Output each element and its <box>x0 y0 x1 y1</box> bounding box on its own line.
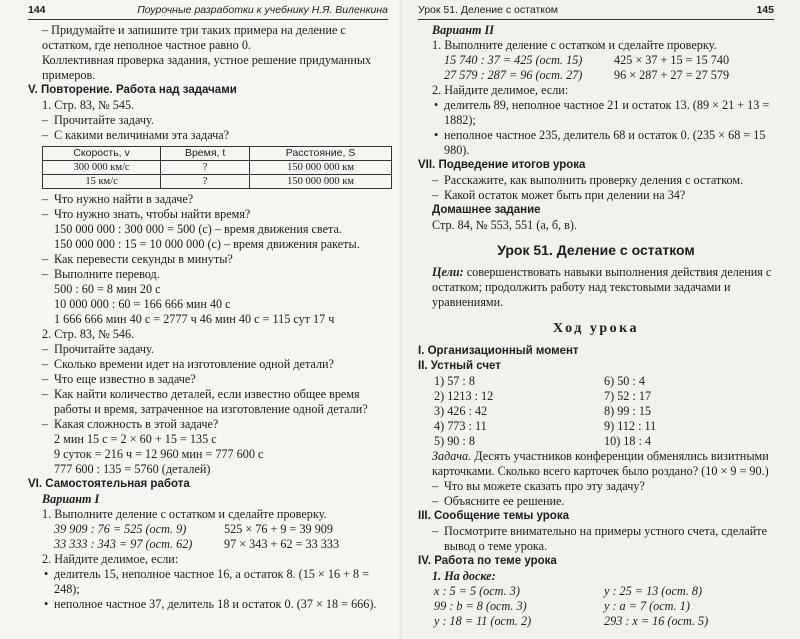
answer-row <box>418 68 774 83</box>
question: – С какими величинами эта задача? <box>28 128 388 143</box>
oral-exercises <box>418 374 774 449</box>
page-number: 144 <box>28 4 46 16</box>
answer-row <box>28 522 388 537</box>
answer-division: 15 740 : 37 = 425 (ост. 15) <box>444 53 583 67</box>
task-text: Десять участников конференции обменялись визитными карточками. Сколько всего карточек было роздано? (10 × 9 = 90.) <box>432 449 769 478</box>
task-ref: 1. Стр. 83, № 545. <box>42 98 135 112</box>
task-ref: 1. Выполните деление с остатком и сделайте проверку. <box>432 38 717 52</box>
running-head: Урок 51. Деление с остатком <box>418 4 559 16</box>
question: – Расскажите, как выполнить проверку деления с остатком. <box>418 173 774 188</box>
question: – Выполните перевод. <box>28 267 388 282</box>
task-ref: 2. Стр. 83, № 546. <box>42 327 135 341</box>
table-row <box>43 175 392 189</box>
question: – Что нужно знать, чтобы найти время? <box>28 207 388 222</box>
table-cell: ? <box>161 161 250 175</box>
task-ref: 2. Найдите делимое, если: <box>432 83 569 97</box>
board-label: 1. На доске: <box>432 569 496 583</box>
question: – Что еще известно в задаче? <box>28 372 388 387</box>
equation: y : a = 7 (ост. 1) <box>604 599 690 613</box>
question: – Какой остаток может быть при делении на 34? <box>418 188 774 203</box>
equation: 293 : x = 16 (ост. 5) <box>604 614 709 628</box>
question: – Какая сложность в этой задаче? <box>28 417 388 432</box>
table-cell: ? <box>161 175 250 189</box>
answer-division: 33 333 : 343 = 97 (ост. 62) <box>54 537 193 551</box>
calc-line: 777 600 : 135 = 5760 (деталей) <box>54 462 211 476</box>
left-page-header <box>28 4 388 20</box>
table-cell: 15 км/с <box>43 175 161 189</box>
exercise: 2) 1213 : 12 <box>434 389 494 403</box>
question: – Объясните ее решение. <box>418 494 774 509</box>
right-page <box>402 0 800 639</box>
exercise: 7) 52 : 17 <box>604 389 652 403</box>
page-number: 145 <box>756 4 774 16</box>
homework-title: Домашнее задание <box>432 204 541 216</box>
question: – Что нужно найти в задаче? <box>28 192 388 207</box>
speed-table <box>42 146 392 189</box>
question: – Как найти количество деталей, если известно общее время работы и время, затраченное на изготовление одной детали? <box>28 387 388 417</box>
bullet-item: • делитель 89, неполное частное 21 и остаток 13. (89 × 21 + 13 = 1882); <box>418 98 774 128</box>
equation: x : 5 = 5 (ост. 3) <box>434 584 520 598</box>
calc-line: 150 000 000 : 15 = 10 000 000 (с) – время движения ракеты. <box>54 237 360 251</box>
exercise: 1) 57 : 8 <box>434 374 475 388</box>
section-title: III. Сообщение темы урока <box>418 510 569 522</box>
calc-line: 10 000 000 : 60 = 166 666 мин 40 с <box>54 297 231 311</box>
intro-line: – Придумайте и запишите три таких примера на деление с остатком, где неполное частное равно 0. <box>42 23 346 52</box>
question: – Прочитайте задачу. <box>28 342 388 357</box>
lesson-goal <box>418 265 774 310</box>
goal-text: совершенствовать навыки выполнения действия деления с остатком; продолжить работу над текстовыми задачами и уравнениями. <box>432 265 772 309</box>
table-cell: 150 000 000 км <box>250 161 392 175</box>
task-ref: 2. Найдите делимое, если: <box>42 552 179 566</box>
answer-check: 425 × 37 + 15 = 15 740 <box>614 53 730 67</box>
answer-check: 97 × 343 + 62 = 33 333 <box>224 537 340 551</box>
table-row <box>43 161 392 175</box>
exercise: 9) 112 : 11 <box>604 419 657 433</box>
section-title: VI. Самостоятельная работа <box>28 478 190 490</box>
exercise: 3) 426 : 42 <box>434 404 488 418</box>
section-title: II. Устный счет <box>418 360 501 372</box>
answer-division: 27 579 : 287 = 96 (ост. 27) <box>444 68 583 82</box>
right-page-header <box>418 4 774 20</box>
answer-check: 96 × 287 + 27 = 27 579 <box>614 68 730 82</box>
answer-row <box>418 53 774 68</box>
section-title: VII. Подведение итогов урока <box>418 159 586 171</box>
goal-label: Цели: <box>432 265 464 279</box>
bullet-item: • неполное частное 235, делитель 68 и остаток 0. (235 × 68 = 15 980). <box>418 128 774 158</box>
calc-line: 2 мин 15 с = 2 × 60 + 15 = 135 с <box>54 432 217 446</box>
table-header: Расстояние, S <box>250 147 392 161</box>
exercise: 8) 99 : 15 <box>604 404 652 418</box>
calc-line: 1 666 666 мин 40 с = 2777 ч 46 мин 40 с = 115 сут 17 ч <box>54 312 335 326</box>
equation: 99 : b = 8 (ост. 3) <box>434 599 527 613</box>
intro-line: Коллективная проверка задания, устное решение придуманных примеров. <box>42 53 372 82</box>
calc-line: 150 000 000 : 300 000 = 500 (с) – время движения света. <box>54 222 342 236</box>
variant-title: Вариант II <box>432 23 494 37</box>
exercise: 5) 90 : 8 <box>434 434 475 448</box>
equation: y : 25 = 13 (ост. 8) <box>604 584 703 598</box>
lesson-flow-title: Ход урока <box>553 321 639 336</box>
board-equations <box>418 584 774 629</box>
question: – Прочитайте задачу. <box>28 113 388 128</box>
running-head: Поурочные разработки к учебнику Н.Я. Виленкина <box>137 4 388 16</box>
table-cell: 150 000 000 км <box>250 175 392 189</box>
section-title: I. Организационный момент <box>418 345 579 357</box>
question: – Посмотрите внимательно на примеры устного счета, сделайте вывод о теме урока. <box>418 524 774 554</box>
bullet-item: • неполное частное 37, делитель 18 и остаток 0. (37 × 18 = 666). <box>28 597 388 612</box>
table-header: Время, t <box>161 147 250 161</box>
task-paragraph <box>418 449 774 479</box>
answer-division: 39 909 : 76 = 525 (ост. 9) <box>54 522 187 536</box>
exercise: 10) 18 : 4 <box>604 434 652 448</box>
section-title: V. Повторение. Работа над задачами <box>28 84 237 96</box>
exercise: 6) 50 : 4 <box>604 374 645 388</box>
question: – Что вы можете сказать про эту задачу? <box>418 479 774 494</box>
lesson-title: Урок 51. Деление с остатком <box>497 242 695 258</box>
question: – Сколько времени идет на изготовление одной детали? <box>28 357 388 372</box>
question: – Как перевести секунды в минуты? <box>28 252 388 267</box>
answer-check: 525 × 76 + 9 = 39 909 <box>224 522 333 536</box>
bullet-item: • делитель 15, неполное частное 16, а остаток 8. (15 × 16 + 8 = 248); <box>28 567 388 597</box>
homework-text: Стр. 84, № 553, 551 (а, б, в). <box>432 218 578 232</box>
exercise: 4) 773 : 11 <box>434 419 487 433</box>
variant-title: Вариант I <box>42 492 100 506</box>
answer-row <box>28 537 388 552</box>
equation: y : 18 = 11 (ост. 2) <box>434 614 532 628</box>
section-title: IV. Работа по теме урока <box>418 555 557 567</box>
task-label: Задача. <box>432 449 472 463</box>
calc-line: 9 суток = 216 ч = 12 960 мин = 777 600 с <box>54 447 264 461</box>
task-ref: 1. Выполните деление с остатком и сделайте проверку. <box>42 507 327 521</box>
table-header: Скорость, v <box>43 147 161 161</box>
calc-line: 500 : 60 = 8 мин 20 с <box>54 282 161 296</box>
table-cell: 300 000 км/с <box>43 161 161 175</box>
